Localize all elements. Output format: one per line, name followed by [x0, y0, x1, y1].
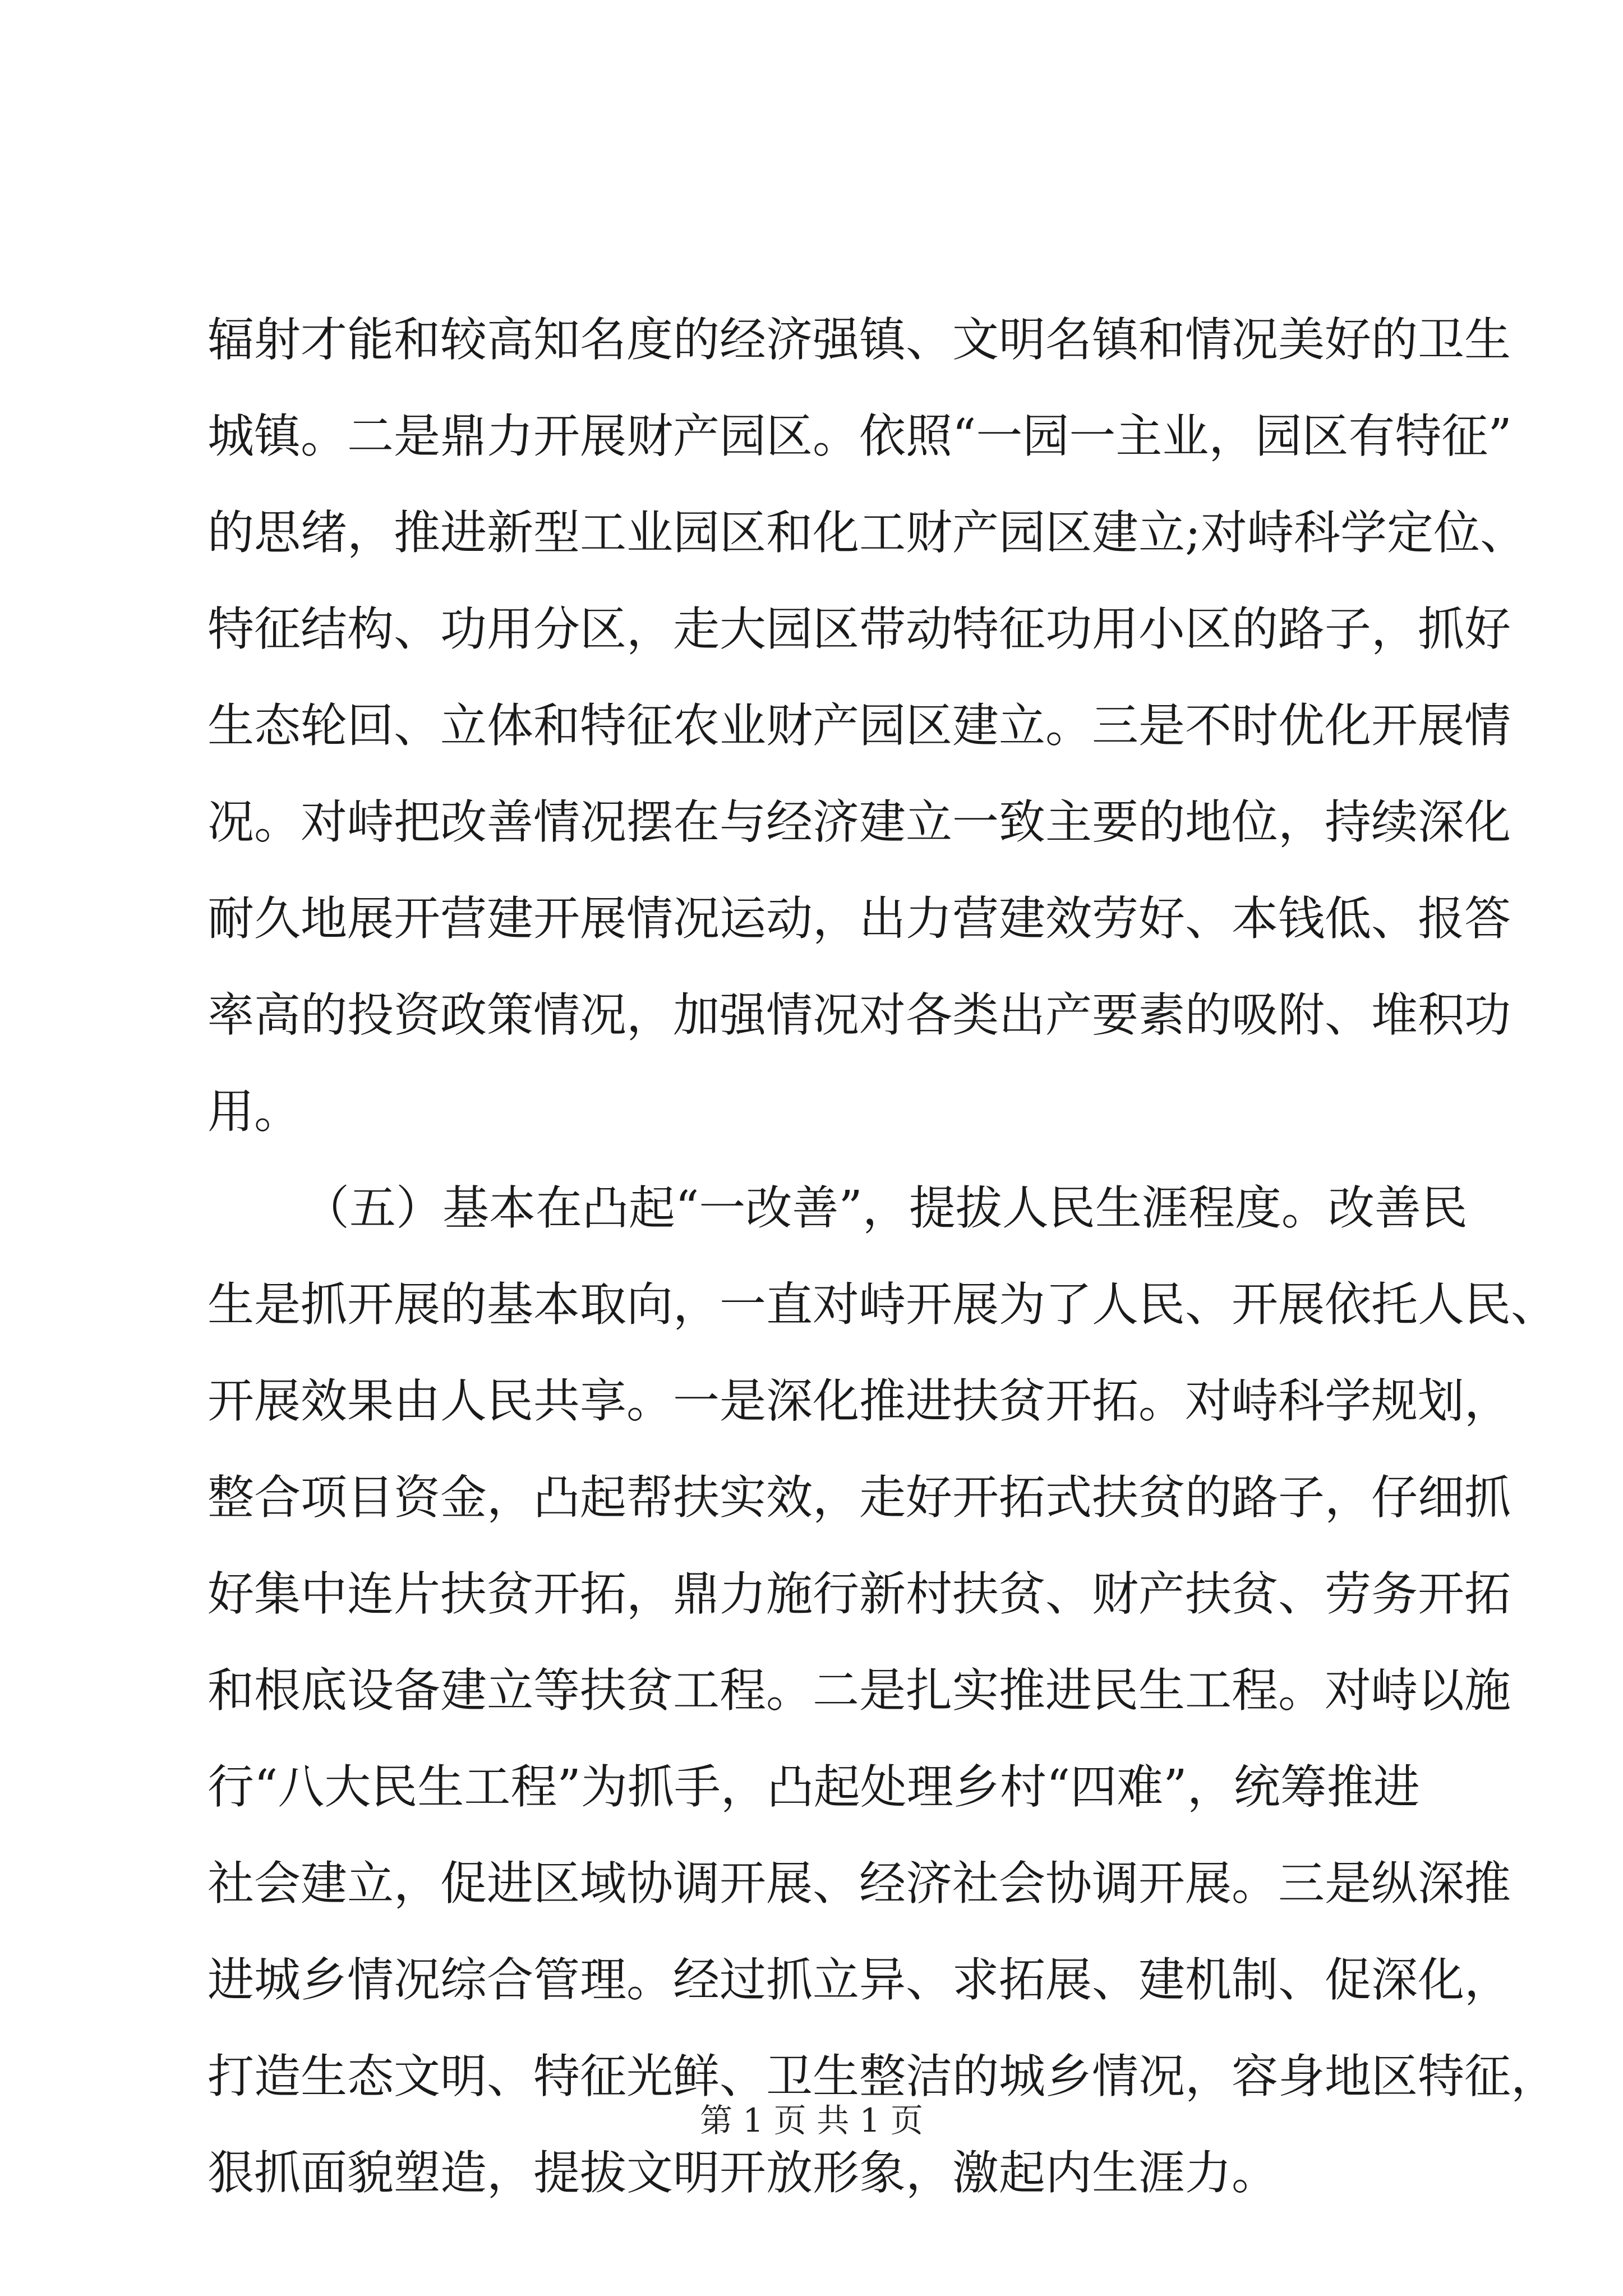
- text-line: 特征结构、功用分区，走大园区带动特征功用小区的路子，抓好: [208, 602, 1511, 656]
- text-line: 社会建立，促进区域协调开展、经济社会协调开展。三是纵深推: [208, 1856, 1511, 1911]
- document-body: [208, 292, 1557, 2221]
- text-line: 率高的投资政策情况，加强情况对各类出产要素的吸附、堆积功: [208, 988, 1511, 1042]
- text-line: 生是抓开展的基本取向，一直对峙开展为了人民、开展依托人民、: [208, 1277, 1557, 1332]
- text-line: 耐久地展开营建开展情况运动，出力营建效劳好、本钱低、报答: [208, 891, 1511, 946]
- text-line: 和根底设备建立等扶贫工程。二是扎实推进民生工程。对峙以施: [208, 1663, 1511, 1718]
- text-line: 打造生态文明、特征光鲜、卫生整洁的城乡情况，容身地区特征，: [208, 2049, 1557, 2104]
- text-line: 况。对峙把改善情况摆在与经济建立一致主要的地位，持续深化: [208, 795, 1511, 849]
- text-line: 生态轮回、立体和特征农业财产园区建立。三是不时优化开展情: [208, 698, 1511, 753]
- text-line: 狠抓面貌塑造，提拔文明开放形象，激起内生涯力。: [208, 2146, 1278, 2200]
- text-line: 用。: [208, 1084, 301, 1139]
- section-heading-line: （五）基本在凸起“一改善”，提拔人民生涯程度。改善民: [303, 1181, 1468, 1235]
- page-footer: [0, 2098, 1623, 2143]
- text-line: 的思绪，推进新型工业园区和化工财产园区建立;对峙科学定位、: [208, 505, 1527, 560]
- text-line: 进城乡情况综合管理。经过抓立异、求拓展、建机制、促深化，: [208, 1953, 1511, 2007]
- text-line: 辐射才能和较高知名度的经济强镇、文明名镇和情况美好的卫生: [208, 312, 1511, 367]
- text-line: 好集中连片扶贫开拓，鼎力施行新村扶贫、财产扶贫、劳务开拓: [208, 1567, 1511, 1621]
- text-line: 开展效果由人民共享。一是深化推进扶贫开拓。对峙科学规划，: [208, 1374, 1511, 1428]
- text-line: 整合项目资金，凸起帮扶实效，走好开拓式扶贫的路子，仔细抓: [208, 1470, 1511, 1525]
- text-line: 城镇。二是鼎力开展财产园区。依照“一园一主业，园区有特征”: [208, 409, 1512, 463]
- page-number-label: 第 1 页 共 1 页: [700, 2101, 923, 2139]
- text-line: 行“八大民生工程”为抓手，凸起处理乡村“四难”，统筹推进: [208, 1760, 1420, 1814]
